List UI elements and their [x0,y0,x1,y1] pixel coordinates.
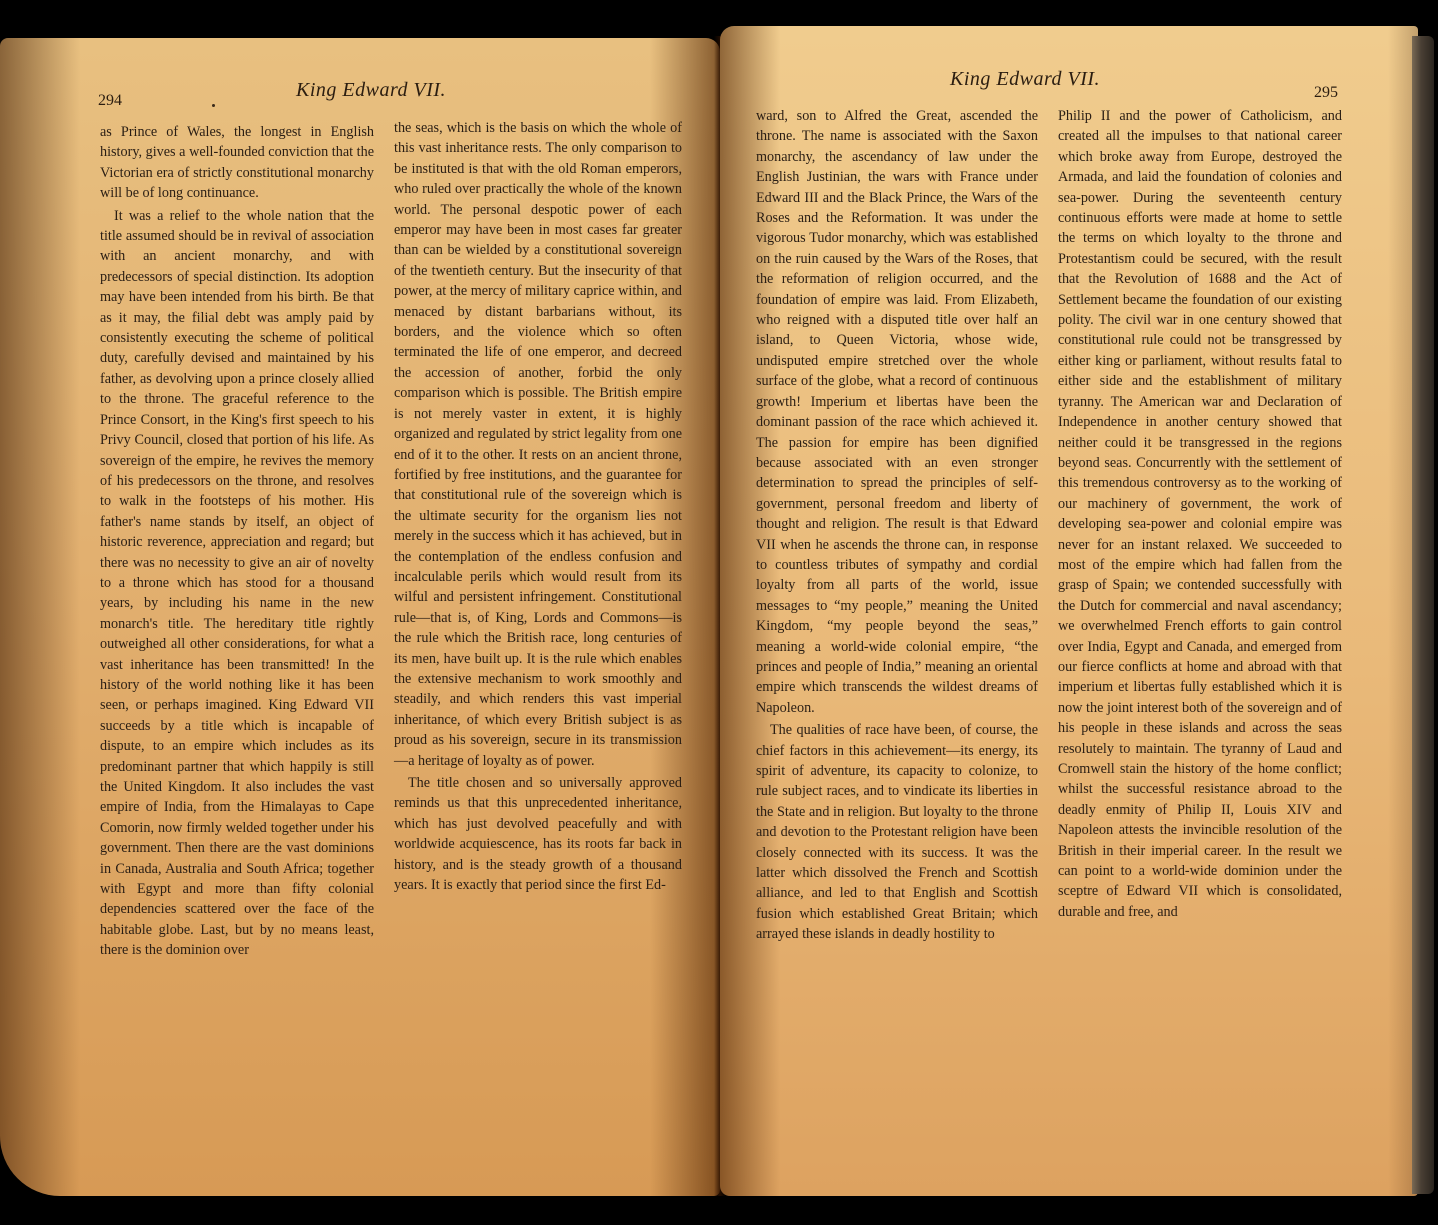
paragraph: ward, son to Alfred the Great, ascended the throne. The name is associated with the Saxon monarchy, the ascendancy of law under the English Justinian, the wars with France under Edward III and the Black Prince, the Wars of the Roses and the Reformation. It was under the vigorous Tudor monarchy, which was established on the ruin caused by the Wars of the Roses, that the reformation of religion occurred, and the foundation of empire was laid. From Elizabeth, who reigned with a disputed title over half an island, to Queen Victoria, whose wide, undisputed empire stretched over the whole surface of the globe, what a record of continuous growth! Imperium et libertas have been the dominant passion of the race which achieved it. The passion for empire has been dignified because associated with an even stronger determination to spread the principles of self-government, personal freedom and liberty of thought and religion. The result is that Edward VII when he ascends the throne can, in response to countless tributes of sympathy and cordial loyalty from all parts of the world, issue messages to “my people,” meaning the United Kingdom, “my people beyond the seas,” meaning a world-wide colonial empire, “the princes and people of India,” meaning an oriental empire which transcends the wildest dreams of Napoleon. [756,108,1038,716]
paragraph: The title chosen and so universally approved reminds us that this unprecedented inheritance, which has just devolved peacefully and with worldwide acquiescence, has its roots far back in history, and is the steady growth of a thousand years. It is exactly that period since the first Ed- [394,775,682,894]
paragraph: the seas, which is the basis on which the whole of this vast inheritance rests. The only comparison to be instituted is that with the old Roman emperors, who ruled over practically the whole of the known world. The personal despotic power of each emperor may have been in most cases far greater than can be wielded by a constitutional sovereign of the twentieth century. But the insecurity of that power, at the mercy of military caprice within, and menaced by distant barbarians without, its borders, and the violence which so often terminated the life of one emperor, and decreed the accession of another, forbid the only comparison which is possible. The British empire is not merely vaster in extent, it is highly organized and regulated by strict legality from one end of it to the other. It rests on an ancient throne, fortified by free institutions, and the guarantee for that constitutional rule of the sovereign which is the ultimate security for the organism lies not merely in the success which it has achieved, but in the contemplation of the endless confusion and incalculable perils which would result from its wilful and persistent infringement. Constitutional rule—that is, of King, Lords and Commons—is the rule which the British race, long centuries of its men, have built up. It is the rule which enables the extensive mechanism to work smoothly and steadily, and which renders this vast imperial inheritance, of which every British subject is as proud as his sovereign, secure in its transmission—a heritage of loyalty as of power. [394,120,682,769]
running-head-left: King Edward VII. [296,79,447,101]
paragraph: The qualities of race have been, of course, the chief factors in this achievement—its energy, its spirit of adventure, its capacity to colonize, to rule subject races, and to vindicate its liberties in the State and in religion. But loyalty to the throne and devotion to the Protestant religion have been closely connected with its success. It was the latter which dissolved the French and Scottish alliance, and led to that English and Scottish fusion which established Great Britain; which arrayed these islands in deadly hostility to [756,722,1038,943]
left-page [0,38,720,1196]
right-page-column-2 [1058,106,1342,922]
page-number-left: 294 [98,92,122,109]
right-page [720,26,1418,1196]
right-page-column-1 [756,106,1038,945]
running-head-right: King Edward VII. [950,68,1101,90]
paragraph: Philip II and the power of Catholicism, and created all the impulses to that national career which broke away from Europe, destroyed the Armada, and laid the foundation of colonies and sea-power. During the seventeenth century continuous efforts were made at home to settle the terms on which loyalty to the throne and Protestantism could be secured, with the result that the Revolution of 1688 and the Act of Settlement became the foundation of our existing polity. The civil war in one century showed that constitutional rule could not be transgressed by either king or parliament, without results fatal to either side and the establishment of military tyranny. The American war and Declaration of Independence in another century showed that neither could it be transgressed in the regions beyond seas. Concurrently with the settlement of this tremendous controversy as to the working of our machinery of government, the work of developing sea-power and colonial empire was never for an instant relaxed. We succeeded to most of the empire which had fallen from the grasp of Spain; we contended successfully with the Dutch for commercial and naval ascendancy; we overwhelmed French efforts to gain control over India, Egypt and Canada, and emerged from our fierce conflicts at home and abroad with that imperium et libertas fully established which it is now the joint interest both of the sovereign and of his people in these islands and across the seas resolutely to maintain. The tyranny of Laud and Cromwell stain the history of the home conflict; whilst the successful resistance abroad to the deadly enmity of Philip II, Louis XIV and Napoleon attests the invincible resolution of the British in their imperial career. In the result we can point to a world-wide dominion under the sceptre of Edward VII which is consolidated, durable and free, and [1058,108,1342,920]
page-edges [1412,36,1434,1194]
ink-speck [212,104,215,107]
paragraph: It was a relief to the whole nation that the title assumed should be in revival of association with an ancient monarchy, and with predecessors of special distinction. Its adoption may have been intended from his birth. Be that as it may, the filial debt was amply paid by consistently executing the scheme of political duty, carefully devised and maintained by his father, as devolving upon a prince closely allied to the throne. The graceful reference to the Prince Consort, in the King's first speech to his Privy Council, closed that portion of his life. As sovereign of the empire, he revives the memory of his predecessors on the throne, and resolves to walk in the footsteps of his mother. His father's name stands by itself, an object of historic reverence, appreciation and regard; but there was no necessity to give an air of novelty to a throne which has stood for a thousand years, by including his name in the new monarch's title. The hereditary title rightly outweighed all other considerations, for what a vast inheritance has been transmitted! In the history of the world nothing like it has been seen, or perhaps imagined. King Edward VII succeeds by a title which is incapable of dispute, to an empire which includes as its predominant partner that which happily is still the United Kingdom. It also includes the vast empire of India, from the Himalayas to Cape Comorin, now firmly welded together under his government. Then there are the vast dominions in Canada, Australia and South Africa; together with Egypt and more than fifty colonial dependencies scattered over the face of the habitable globe. Last, but by no means least, there is the dominion over [100,207,374,959]
left-page-column-2 [394,118,682,895]
left-page-column-1 [100,122,374,961]
paragraph: as Prince of Wales, the longest in English history, gives a well-founded conviction that the Victorian era of strictly constitutional monarchy will be of long continuance. [100,124,374,202]
page-number-right: 295 [1314,84,1338,101]
